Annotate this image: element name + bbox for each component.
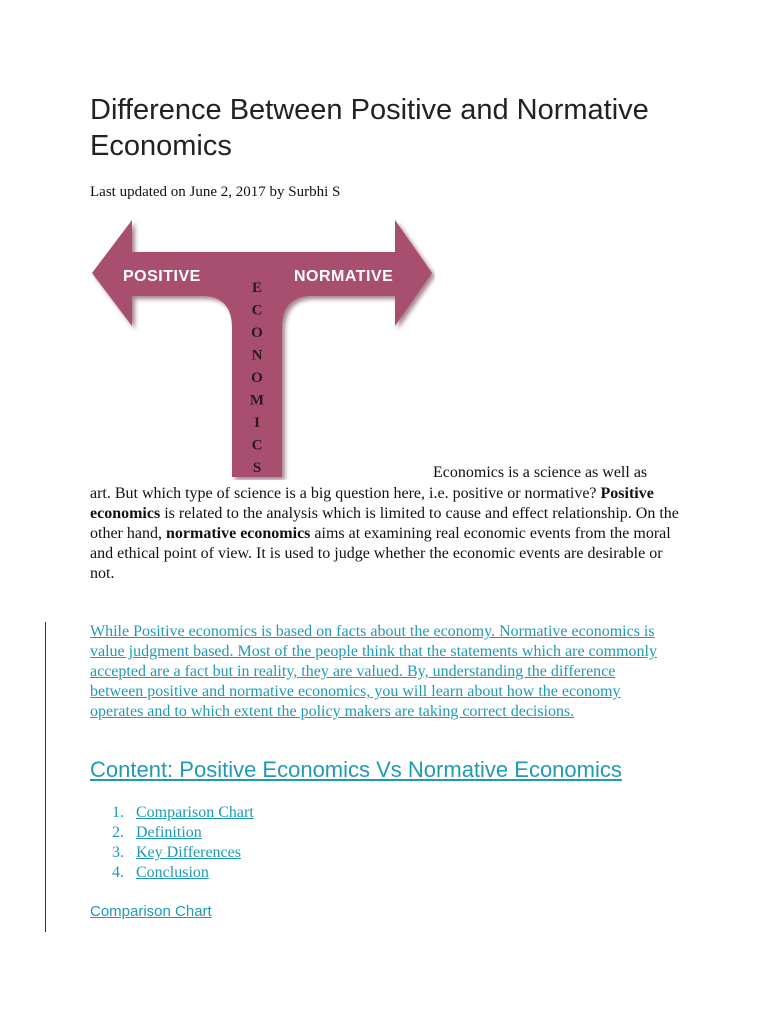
positive-economics-term: Positive economics [90, 485, 654, 522]
stem-letter: S [252, 460, 262, 476]
toc-number: 4. [112, 864, 124, 881]
stem-letter: O [251, 325, 263, 341]
toc-number: 2. [112, 824, 124, 841]
intro-first-line: Economics is a science as well as [433, 464, 648, 481]
intro-text-3: aims at examining real economic events from the moral and ethical point of view. It is used to judge whether the economic events are desirable or not. [90, 525, 671, 582]
positive-label: POSITIVE [123, 268, 201, 285]
intro-paragraph [90, 484, 690, 584]
toc-number: 3. [112, 844, 124, 861]
toc-label: Key Differences [136, 844, 241, 861]
economics-vertical-label [250, 280, 264, 476]
toc-label: Conclusion [136, 864, 209, 881]
stem-letter: I [254, 415, 260, 431]
stem-letter: C [251, 437, 263, 454]
highlight-paragraph-link[interactable]: While Positive economics is based on facts about the economy. Normative economics is value judgment based. Most of the people think that the statements which are commonly accepted are a fact but in reality, they are valued. By, understanding the difference between positive and normative economics, you will learn about how the economy operates and to which extent the policy makers are taking correct decisions. [90, 623, 657, 720]
normative-economics-term: normative economics [165, 525, 311, 542]
quote-rule [45, 622, 46, 932]
last-updated-byline: Last updated on June 2, 2017 by Surbhi S [90, 184, 341, 200]
toc-label: Definition [136, 824, 202, 841]
stem-letter: M [249, 392, 265, 409]
toc-item-comparison-chart[interactable] [112, 803, 254, 823]
comparison-chart-link[interactable]: Comparison Chart [90, 903, 212, 920]
stem-letter: C [251, 302, 263, 319]
toc-item-key-differences[interactable] [112, 843, 254, 863]
positive-normative-arrow-image [90, 218, 435, 480]
toc-number: 1. [112, 804, 124, 821]
toc-item-definition[interactable] [112, 823, 254, 843]
intro-text-2: is related to the analysis which is limited to cause and effect relationship. On the other hand, [90, 505, 679, 542]
toc-label: Comparison Chart [136, 804, 254, 821]
stem-letter: O [251, 370, 263, 386]
contents-heading[interactable]: Content: Positive Economics Vs Normative Economics [90, 757, 622, 782]
page-title: Difference Between Positive and Normative Economics [90, 94, 649, 162]
normative-label: NORMATIVE [294, 268, 394, 285]
stem-letter: E [251, 280, 263, 296]
toc-item-conclusion[interactable] [112, 863, 254, 883]
intro-text-1: art. But which type of science is a big question here, i.e. positive or normative? [90, 485, 601, 502]
stem-letter: N [251, 347, 263, 364]
table-of-contents [112, 803, 254, 883]
